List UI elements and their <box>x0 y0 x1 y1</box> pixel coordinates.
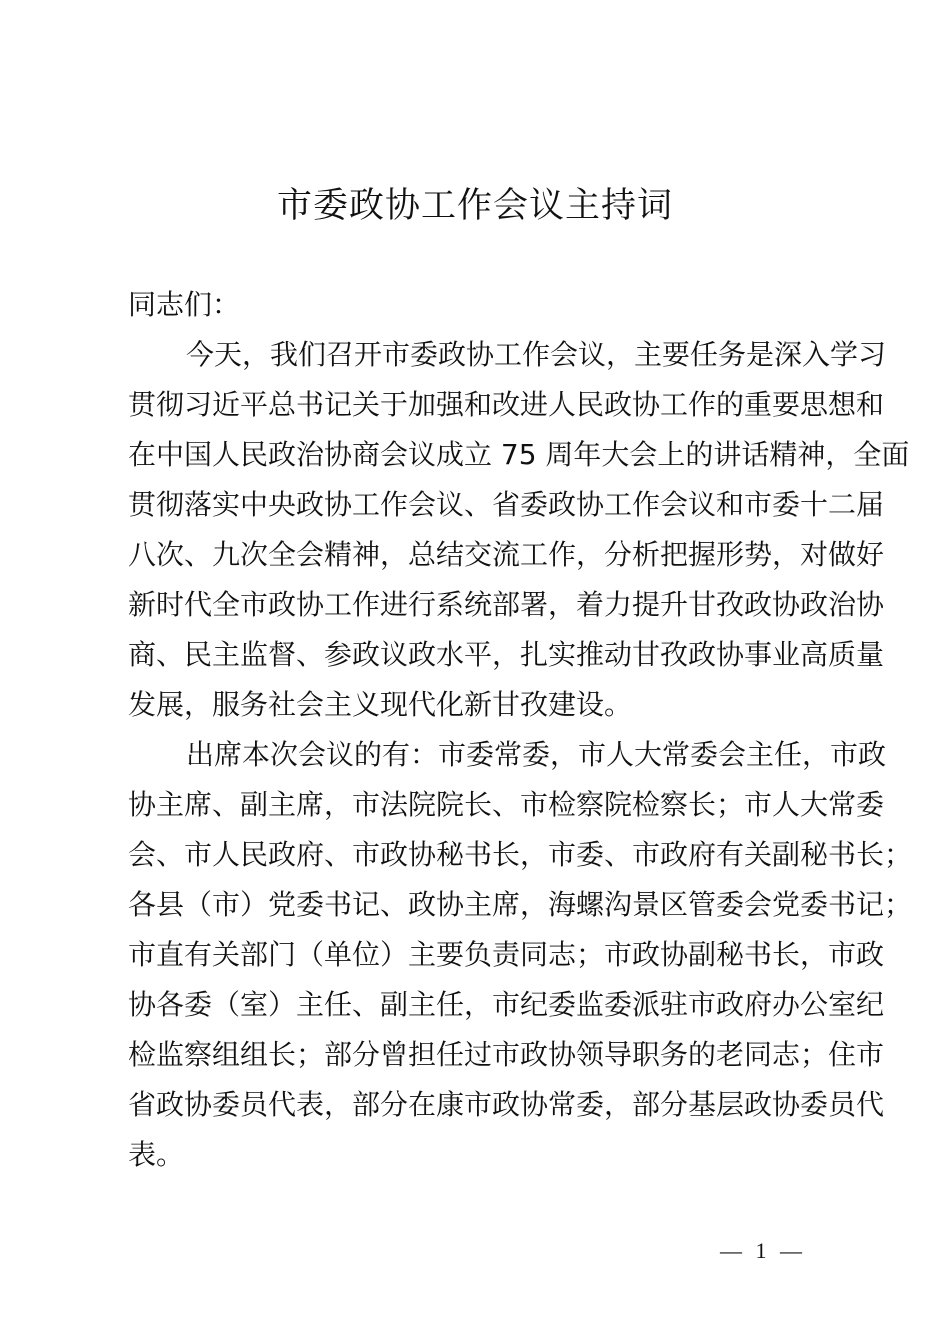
page-number: — 1 — <box>720 1238 806 1263</box>
paragraph-line: 商、民主监督、参政议政水平，扎实推动甘孜政协事业高质量 <box>128 638 885 671</box>
paragraph-line: 发展，服务社会主义现代化新甘孜建设。 <box>128 688 633 721</box>
paragraph <box>128 730 913 1180</box>
paragraph-line: 协各委（室）主任、副主任，市纪委监委派驻市政府办公室纪 <box>128 988 885 1021</box>
document-title: 市委政协工作会议主持词 <box>276 186 673 226</box>
paragraph-line: 协主席、副主席，市法院院长、市检察院检察长；市人大常委 <box>128 788 885 821</box>
paragraph-line: 今天，我们召开市委政协工作会议，主要任务是深入学习 <box>186 338 887 371</box>
paragraphs <box>128 330 913 1180</box>
paragraph-line: 贯彻落实中央政协工作会议、省委政协工作会议和市委十二届 <box>128 488 885 521</box>
paragraph-line: 八次、九次全会精神，总结交流工作，分析把握形势，对做好 <box>128 538 885 571</box>
document-body <box>128 280 913 1180</box>
paragraph-line: 贯彻习近平总书记关于加强和改进人民政协工作的重要思想和 <box>128 388 885 421</box>
paragraph-line: 省政协委员代表，部分在康市政协常委，部分基层政协委员代 <box>128 1088 885 1121</box>
paragraph-line: 出席本次会议的有：市委常委，市人大常委会主任，市政 <box>186 738 887 771</box>
paragraph <box>128 330 910 730</box>
paragraph-line: 新时代全市政协工作进行系统部署，着力提升甘孜政协政治协 <box>128 588 885 621</box>
paragraph-line: 各县（市）党委书记、政协主席，海螺沟景区管委会党委书记； <box>128 888 913 921</box>
paragraph-line: 在中国人民政治协商会议成立 75 周年大会上的讲话精神，全面 <box>128 438 910 471</box>
paragraph-line: 表。 <box>128 1138 185 1171</box>
paragraph-line: 检监察组组长；部分曾担任过市政协领导职务的老同志；住市 <box>128 1038 885 1071</box>
paragraph-line: 会、市人民政府、市政协秘书长，市委、市政府有关副秘书长； <box>128 838 913 871</box>
salutation: 同志们： <box>128 288 241 321</box>
paragraph-line: 市直有关部门（单位）主要负责同志；市政协副秘书长，市政 <box>128 938 885 971</box>
